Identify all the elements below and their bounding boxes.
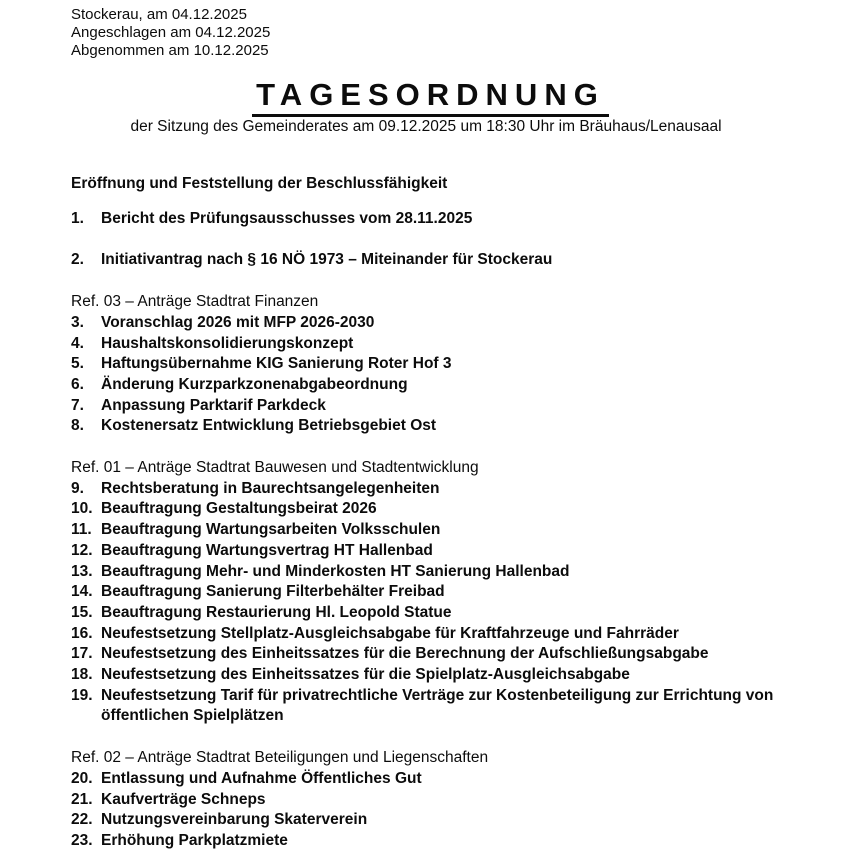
item-text: Anpassung Parktarif Parkdeck (101, 396, 326, 414)
item-text: Neufestsetzung des Einheitssatzes für die Berechnung der Aufschließungsabgabe (101, 645, 709, 663)
agenda-item (71, 644, 790, 665)
agenda-item (71, 603, 790, 624)
item-text: Neufestsetzung Tarif für privatrechtliche Verträge zur Kostenbeteiligung zur Errichtung von öffentlichen Spielplätzen (101, 686, 774, 725)
item-text: Haftungsübernahme KIG Sanierung Roter Hof 3 (101, 355, 452, 373)
item-text: Erhöhung Parkplatzmiete (101, 831, 288, 849)
agenda-item (71, 624, 790, 645)
item-text: Kostenersatz Entwicklung Betriebsgebiet Ost (101, 417, 437, 435)
item-number: 15. (71, 603, 93, 621)
item-number: 18. (71, 666, 93, 684)
dateline-block (71, 6, 790, 60)
item-text: Beauftragung Gestaltungsbeirat 2026 (101, 500, 377, 518)
agenda-item (71, 790, 790, 811)
section-heading: Ref. 01 – Anträge Stadtrat Bauwesen und Stadtentwicklung (71, 459, 479, 477)
dateline-line: Abgenommen am 10.12.2025 (71, 42, 269, 59)
agenda-item (71, 313, 790, 334)
item-number: 6. (71, 375, 84, 393)
item-number: 17. (71, 645, 93, 663)
agenda-item (71, 665, 790, 686)
dateline-line: Angeschlagen am 04.12.2025 (71, 24, 271, 41)
section-heading: Ref. 02 – Anträge Stadtrat Beteiligungen und Liegenschaften (71, 749, 489, 767)
item-number: 9. (71, 479, 84, 497)
dateline-line: Stockerau, am 04.12.2025 (71, 6, 247, 23)
item-number: 8. (71, 417, 84, 435)
agenda-item (71, 416, 790, 437)
item-text: Beauftragung Restaurierung Hl. Leopold Statue (101, 603, 452, 621)
item-number: 13. (71, 562, 93, 580)
item-text: Änderung Kurzparkzonenabgabeordnung (101, 375, 408, 393)
item-number: 14. (71, 583, 93, 601)
item-text: Rechtsberatung in Baurechtsangelegenheiten (101, 479, 440, 497)
item-text: Neufestsetzung Stellplatz-Ausgleichsabgabe für Kraftfahrzeuge und Fahrräder (101, 624, 679, 642)
item-number: 10. (71, 500, 93, 518)
agenda-item (71, 520, 790, 541)
opening-line: Eröffnung und Feststellung der Beschlussfähigkeit (71, 175, 448, 192)
item-text: Entlassung und Aufnahme Öffentliches Gut (101, 769, 422, 787)
item-text: Neufestsetzung des Einheitssatzes für die Spielplatz-Ausgleichsabgabe (101, 666, 630, 684)
item-number: 3. (71, 313, 84, 331)
document-title: TAGESORDNUNG (252, 79, 609, 117)
agenda-item (71, 686, 790, 727)
agenda-item (71, 334, 790, 355)
agenda-item (71, 499, 790, 520)
item-number: 20. (71, 769, 93, 787)
item-text: Initiativantrag nach § 16 NÖ 1973 – Miteinander für Stockerau (101, 251, 553, 269)
item-number: 5. (71, 355, 84, 373)
item-number: 7. (71, 396, 84, 414)
item-number: 1. (71, 209, 84, 227)
title-row (71, 79, 790, 117)
section-heading: Ref. 03 – Anträge Stadtrat Finanzen (71, 293, 319, 311)
agenda-item (71, 562, 790, 583)
item-number: 21. (71, 790, 93, 808)
agenda-item (71, 354, 790, 375)
item-text: Haushaltskonsolidierungskonzept (101, 334, 354, 352)
meeting-subtitle: der Sitzung des Gemeinderates am 09.12.2025 um 18:30 Uhr im Bräuhaus/Lenausaal (130, 118, 722, 135)
item-number: 16. (71, 624, 93, 642)
item-number: 4. (71, 334, 84, 352)
item-number: 2. (71, 251, 84, 269)
item-text: Kaufverträge Schneps (101, 790, 266, 808)
item-text: Beauftragung Sanierung Filterbehälter Freibad (101, 583, 445, 601)
item-number: 22. (71, 811, 93, 829)
item-number: 19. (71, 686, 93, 704)
agenda-item (71, 375, 790, 396)
agenda-list (71, 174, 790, 852)
agenda-item (71, 479, 790, 500)
item-text: Beauftragung Wartungsvertrag HT Hallenbad (101, 541, 433, 559)
item-text: Beauftragung Wartungsarbeiten Volksschulen (101, 521, 441, 539)
agenda-item (71, 396, 790, 417)
agenda-item (71, 209, 790, 230)
agenda-item (71, 769, 790, 790)
item-number: 11. (71, 521, 92, 539)
item-number: 12. (71, 541, 93, 559)
item-text: Bericht des Prüfungsausschusses vom 28.11.2025 (101, 209, 473, 227)
agenda-item (71, 250, 790, 271)
agenda-item (71, 810, 790, 831)
item-text: Beauftragung Mehr- und Minderkosten HT Sanierung Hallenbad (101, 562, 570, 580)
agenda-item (71, 831, 790, 852)
item-text: Voranschlag 2026 mit MFP 2026-2030 (101, 313, 375, 331)
agenda-item (71, 582, 790, 603)
item-number: 23. (71, 831, 93, 849)
item-text: Nutzungsvereinbarung Skaterverein (101, 811, 368, 829)
agenda-item (71, 541, 790, 562)
